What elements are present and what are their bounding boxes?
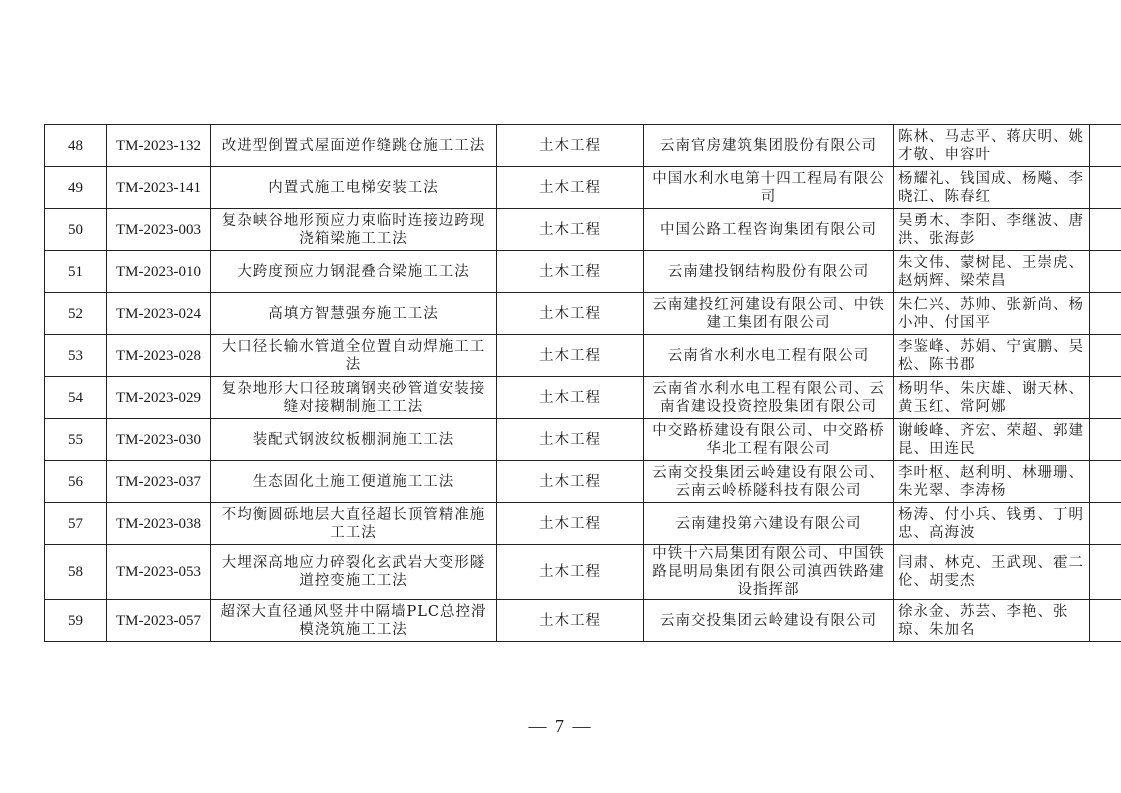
row-persons: 吴勇木、李阳、李继波、唐洪、张海彭 bbox=[894, 209, 1090, 251]
row-persons: 杨明华、朱庆雄、谢天林、黄玉红、常阿娜 bbox=[894, 377, 1090, 419]
row-method-name: 复杂地形大口径玻璃钢夹砂管道安装接缝对接糊制施工工法 bbox=[211, 377, 497, 419]
table-row bbox=[45, 377, 1121, 419]
row-number: 52 bbox=[45, 293, 107, 335]
table-row bbox=[45, 251, 1121, 293]
row-category: 土木工程 bbox=[497, 461, 644, 503]
row-method-name: 改进型倒置式屋面逆作缝跳仓施工工法 bbox=[211, 125, 497, 167]
row-category: 土木工程 bbox=[497, 600, 644, 642]
row-empty-cell bbox=[1090, 125, 1121, 167]
row-category: 土木工程 bbox=[497, 125, 644, 167]
table-row bbox=[45, 125, 1121, 167]
row-unit: 中交路桥建设有限公司、中交路桥华北工程有限公司 bbox=[644, 419, 894, 461]
row-empty-cell bbox=[1090, 461, 1121, 503]
row-code: TM-2023-057 bbox=[107, 600, 211, 642]
row-number: 49 bbox=[45, 167, 107, 209]
row-code: TM-2023-028 bbox=[107, 335, 211, 377]
row-persons: 杨耀礼、钱国成、杨飚、李晓江、陈春红 bbox=[894, 167, 1090, 209]
row-method-name: 大埋深高地应力碎裂化玄武岩大变形隧道控变施工工法 bbox=[211, 545, 497, 600]
row-empty-cell bbox=[1090, 419, 1121, 461]
row-unit: 云南省水利水电工程有限公司、云南省建设投资控股集团有限公司 bbox=[644, 377, 894, 419]
table-row bbox=[45, 503, 1121, 545]
row-method-name: 复杂峡谷地形预应力束临时连接边跨现浇箱梁施工工法 bbox=[211, 209, 497, 251]
table-row bbox=[45, 335, 1121, 377]
row-method-name: 大口径长输水管道全位置自动焊施工工法 bbox=[211, 335, 497, 377]
table-row bbox=[45, 600, 1121, 642]
table-row bbox=[45, 419, 1121, 461]
row-code: TM-2023-038 bbox=[107, 503, 211, 545]
row-code: TM-2023-003 bbox=[107, 209, 211, 251]
table-row bbox=[45, 209, 1121, 251]
row-empty-cell bbox=[1090, 545, 1121, 600]
row-method-name: 不均衡圆砾地层大直径超长顶管精准施工工法 bbox=[211, 503, 497, 545]
row-category: 土木工程 bbox=[497, 545, 644, 600]
row-number: 48 bbox=[45, 125, 107, 167]
row-code: TM-2023-029 bbox=[107, 377, 211, 419]
row-unit: 云南省水利水电工程有限公司 bbox=[644, 335, 894, 377]
row-unit: 中铁十六局集团有限公司、中国铁路昆明局集团有限公司滇西铁路建设指挥部 bbox=[644, 545, 894, 600]
row-empty-cell bbox=[1090, 167, 1121, 209]
row-unit: 中国公路工程咨询集团有限公司 bbox=[644, 209, 894, 251]
row-number: 50 bbox=[45, 209, 107, 251]
row-method-name: 生态固化土施工便道施工工法 bbox=[211, 461, 497, 503]
row-category: 土木工程 bbox=[497, 293, 644, 335]
row-unit: 云南建投第六建设有限公司 bbox=[644, 503, 894, 545]
row-persons: 闫肃、林克、王武现、霍二伦、胡雯杰 bbox=[894, 545, 1090, 600]
row-empty-cell bbox=[1090, 251, 1121, 293]
row-persons: 李鉴峰、苏娟、宁寅鹏、吴松、陈书郡 bbox=[894, 335, 1090, 377]
row-persons: 徐永金、苏芸、李艳、张琼、朱加名 bbox=[894, 600, 1090, 642]
row-category: 土木工程 bbox=[497, 167, 644, 209]
row-persons: 陈林、马志平、蒋庆明、姚才敬、申容叶 bbox=[894, 125, 1090, 167]
row-method-name: 大跨度预应力钢混叠合梁施工工法 bbox=[211, 251, 497, 293]
row-number: 57 bbox=[45, 503, 107, 545]
row-empty-cell bbox=[1090, 377, 1121, 419]
row-number: 59 bbox=[45, 600, 107, 642]
row-persons: 朱仁兴、苏帅、张新尚、杨小冲、付国平 bbox=[894, 293, 1090, 335]
row-persons: 李叶枢、赵利明、林珊珊、朱光翠、李涛杨 bbox=[894, 461, 1090, 503]
row-number: 54 bbox=[45, 377, 107, 419]
row-number: 56 bbox=[45, 461, 107, 503]
row-number: 58 bbox=[45, 545, 107, 600]
row-method-name: 超深大直径通风竖井中隔墙PLC总控滑模浇筑施工工法 bbox=[211, 600, 497, 642]
row-number: 55 bbox=[45, 419, 107, 461]
row-empty-cell bbox=[1090, 209, 1121, 251]
row-method-name: 装配式钢波纹板棚洞施工工法 bbox=[211, 419, 497, 461]
awards-table bbox=[44, 124, 1121, 642]
row-empty-cell bbox=[1090, 600, 1121, 642]
row-code: TM-2023-132 bbox=[107, 125, 211, 167]
row-persons: 朱文伟、蒙树昆、王崇虎、赵炳辉、梁荣昌 bbox=[894, 251, 1090, 293]
row-persons: 谢峻峰、齐宏、荣超、郭建昆、田连民 bbox=[894, 419, 1090, 461]
page-number: — 7 — bbox=[528, 716, 593, 736]
row-category: 土木工程 bbox=[497, 335, 644, 377]
row-number: 53 bbox=[45, 335, 107, 377]
row-empty-cell bbox=[1090, 335, 1121, 377]
row-code: TM-2023-037 bbox=[107, 461, 211, 503]
row-unit: 中国水利水电第十四工程局有限公司 bbox=[644, 167, 894, 209]
row-category: 土木工程 bbox=[497, 251, 644, 293]
row-persons: 杨涛、付小兵、钱勇、丁明忠、高海波 bbox=[894, 503, 1090, 545]
table-row bbox=[45, 545, 1121, 600]
table-row bbox=[45, 167, 1121, 209]
row-unit: 云南交投集团云岭建设有限公司、云南云岭桥隧科技有限公司 bbox=[644, 461, 894, 503]
row-code: TM-2023-053 bbox=[107, 545, 211, 600]
row-empty-cell bbox=[1090, 503, 1121, 545]
row-code: TM-2023-141 bbox=[107, 167, 211, 209]
row-method-name: 高填方智慧强夯施工工法 bbox=[211, 293, 497, 335]
table-row bbox=[45, 461, 1121, 503]
table-row bbox=[45, 293, 1121, 335]
row-unit: 云南交投集团云岭建设有限公司 bbox=[644, 600, 894, 642]
row-method-name: 内置式施工电梯安装工法 bbox=[211, 167, 497, 209]
row-category: 土木工程 bbox=[497, 419, 644, 461]
row-category: 土木工程 bbox=[497, 209, 644, 251]
row-number: 51 bbox=[45, 251, 107, 293]
row-unit: 云南建投钢结构股份有限公司 bbox=[644, 251, 894, 293]
row-category: 土木工程 bbox=[497, 377, 644, 419]
row-code: TM-2023-024 bbox=[107, 293, 211, 335]
row-unit: 云南建投红河建设有限公司、中铁建工集团有限公司 bbox=[644, 293, 894, 335]
row-category: 土木工程 bbox=[497, 503, 644, 545]
row-empty-cell bbox=[1090, 293, 1121, 335]
row-code: TM-2023-010 bbox=[107, 251, 211, 293]
row-unit: 云南官房建筑集团股份有限公司 bbox=[644, 125, 894, 167]
row-code: TM-2023-030 bbox=[107, 419, 211, 461]
